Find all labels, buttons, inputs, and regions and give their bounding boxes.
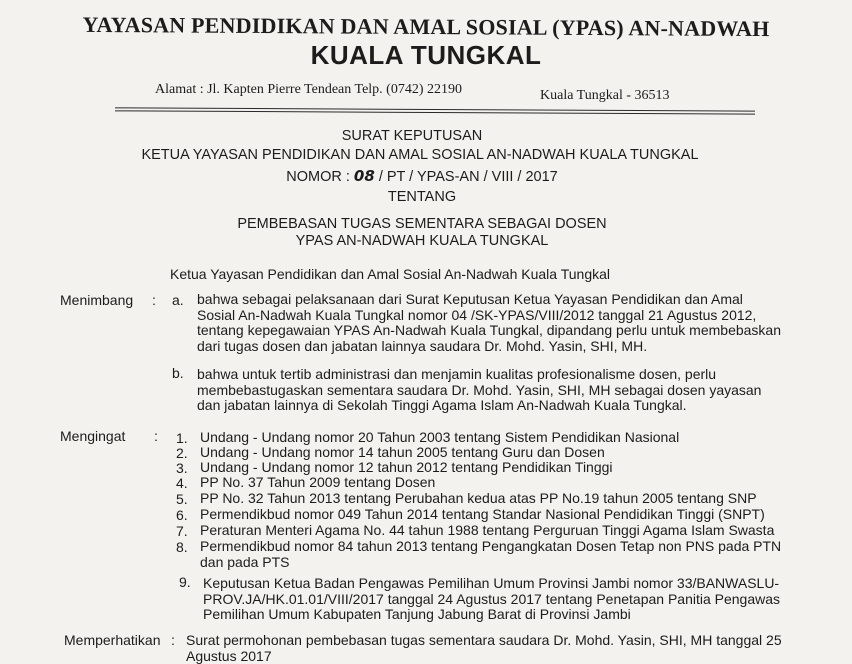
mengingat-8-line: dan pada PTS [200, 553, 290, 570]
doc-number-rest: / PT / YPAS-AN / VIII / 2017 [378, 169, 558, 185]
doc-subject-line1: PEMBEBASAN TUGAS SEMENTARA SEBAGAI DOSEN [237, 216, 607, 232]
mengingat-7-marker: 7. [176, 523, 188, 539]
doc-number [0, 167, 848, 185]
org-city: KUALA TUNGKAL [310, 40, 542, 70]
mengingat-8-line: Permendikbud nomor 84 tahun 2013 tentang Pengangkatan Dosen Tetap non PNS pada PTN [200, 538, 782, 554]
org-name: YAYASAN PENDIDIKAN DAN AMAL SOSIAL (YPAS) AN-NADWAH [82, 11, 770, 42]
memperhatikan-label: Memperhatikan [64, 632, 161, 648]
menimbang-b-text [197, 367, 761, 414]
mengingat-9-marker: 9. [179, 574, 191, 590]
memperhatikan-colon: : [171, 632, 175, 648]
mengingat-8-marker: 8. [176, 539, 188, 555]
doc-number-handwritten: 08 [353, 167, 375, 185]
menimbang-a-line: dari tugas dosen dan jabatan lainnya saudara Dr. Mohd. Yasin, SHI, MH. [197, 337, 648, 354]
mengingat-2-text: Undang - Undang nomor 14 tahun 2005 tentang Guru dan Dosen [200, 444, 605, 460]
mengingat-6-text: Permendikbud nomor 049 Tahun 2014 tentang Standar Nasional Pendidikan Tinggi (SNPT) [200, 506, 765, 522]
mengingat-8-text [200, 539, 781, 570]
mengingat-4-marker: 4. [176, 475, 188, 491]
mengingat-9-line: PROV.JA/HK.01.01/VIII/2017 tanggal 24 Agustus 2017 tentang Penetapan Panitia Pengawas [203, 590, 781, 607]
mengingat-1-text: Undang - Undang nomor 20 Tahun 2003 tentang Sistem Pendidikan Nasional [200, 429, 680, 445]
menimbang-a-marker: a. [172, 292, 184, 308]
mengingat-7-text: Peraturan Menteri Agama No. 44 tahun 1988 tentang Perguruan Tinggi Agama Islam Swasta [200, 522, 775, 538]
menimbang-colon: : [152, 292, 156, 308]
memperhatikan-line: Agustus 2017 [186, 647, 272, 664]
doc-about: TENTANG [387, 189, 457, 205]
mengingat-9-line: Pemilihan Umum Kabupaten Tanjung Jabung Barat di Provinsi Jambi [203, 606, 631, 622]
mengingat-6-marker: 6. [176, 507, 188, 523]
mengingat-3-text: Undang - Undang nomor 12 tahun 2012 tentang Pendidikan Tinggi [200, 459, 613, 475]
menimbang-b-marker: b. [172, 365, 184, 381]
mengingat-9-text [203, 576, 780, 623]
mengingat-4-text: PP No. 37 Tahun 2009 tentang Dosen [200, 474, 436, 490]
mengingat-5-marker: 5. [176, 491, 188, 507]
mengingat-3-marker: 3. [176, 460, 188, 476]
mengingat-label: Mengingat [60, 428, 126, 444]
memperhatikan-line: Surat permohonan pembebasan tugas sementara saudara Dr. Mohd. Yasin, SHI, MH tanggal 25 [186, 632, 782, 648]
menimbang-a-line: tentang kepegawaian YPAS An-Nadwah Kuala Tungkal, dipandang perlu untuk membebaskan [197, 322, 782, 338]
menimbang-b-line: membebastugaskan sementara saudara Dr. Mohd. Yasin, SHI, MH sebagai dosen yayasan [197, 381, 762, 398]
memperhatikan-text [186, 633, 782, 664]
org-postal: Kuala Tungkal - 36513 [540, 88, 670, 103]
menimbang-label: Menimbang [60, 292, 134, 308]
menimbang-a-line: bahwa sebagai pelaksanaan dari Surat Keputusan Ketua Yayasan Pendidikan dan Amal [197, 291, 743, 307]
mengingat-2-marker: 2. [176, 445, 188, 461]
menimbang-b-line: dan jabatan lainnya di Sekolah Tinggi Agama Islam An-Nadwah Kuala Tungkal. [197, 397, 687, 413]
mengingat-1-marker: 1. [176, 430, 188, 446]
doc-subject-line2: YPAS AN-NADWAH KUALA TUNGKAL [295, 233, 549, 249]
mengingat-9-line: Keputusan Ketua Badan Pengawas Pemilihan Umum Provinsi Jambi nomor 33/BANWASLU- [203, 575, 780, 591]
authority-line: Ketua Yayasan Pendidikan dan Amal Sosial An-Nadwah Kuala Tungkal [170, 266, 611, 282]
menimbang-a-line: Sosial An-Nadwah Kuala Tungkal nomor 04 /SK-YPAS/VIII/2012 tanggal 21 Agustus 2012, [197, 306, 757, 323]
org-address: Alamat : Jl. Kapten Pierre Tendean Telp. (0742) 22190 [155, 82, 463, 97]
menimbang-b-line: bahwa untuk tertib administrasi dan menjamin kualitas profesionalisme dosen, perlu [197, 366, 717, 382]
menimbang-a-text [197, 292, 781, 354]
doc-type: SURAT KEPUTUSAN [341, 128, 483, 144]
mengingat-5-text: PP No. 32 Tahun 2013 tentang Perubahan kedua atas PP No.19 tahun 2005 tentang SNP [200, 490, 757, 506]
mengingat-colon: : [154, 428, 158, 444]
doc-number-label: NOMOR : [286, 169, 350, 185]
doc-issuer: KETUA YAYASAN PENDIDIKAN DAN AMAL SOSIAL AN-NADWAH KUALA TUNGKAL [141, 147, 699, 163]
